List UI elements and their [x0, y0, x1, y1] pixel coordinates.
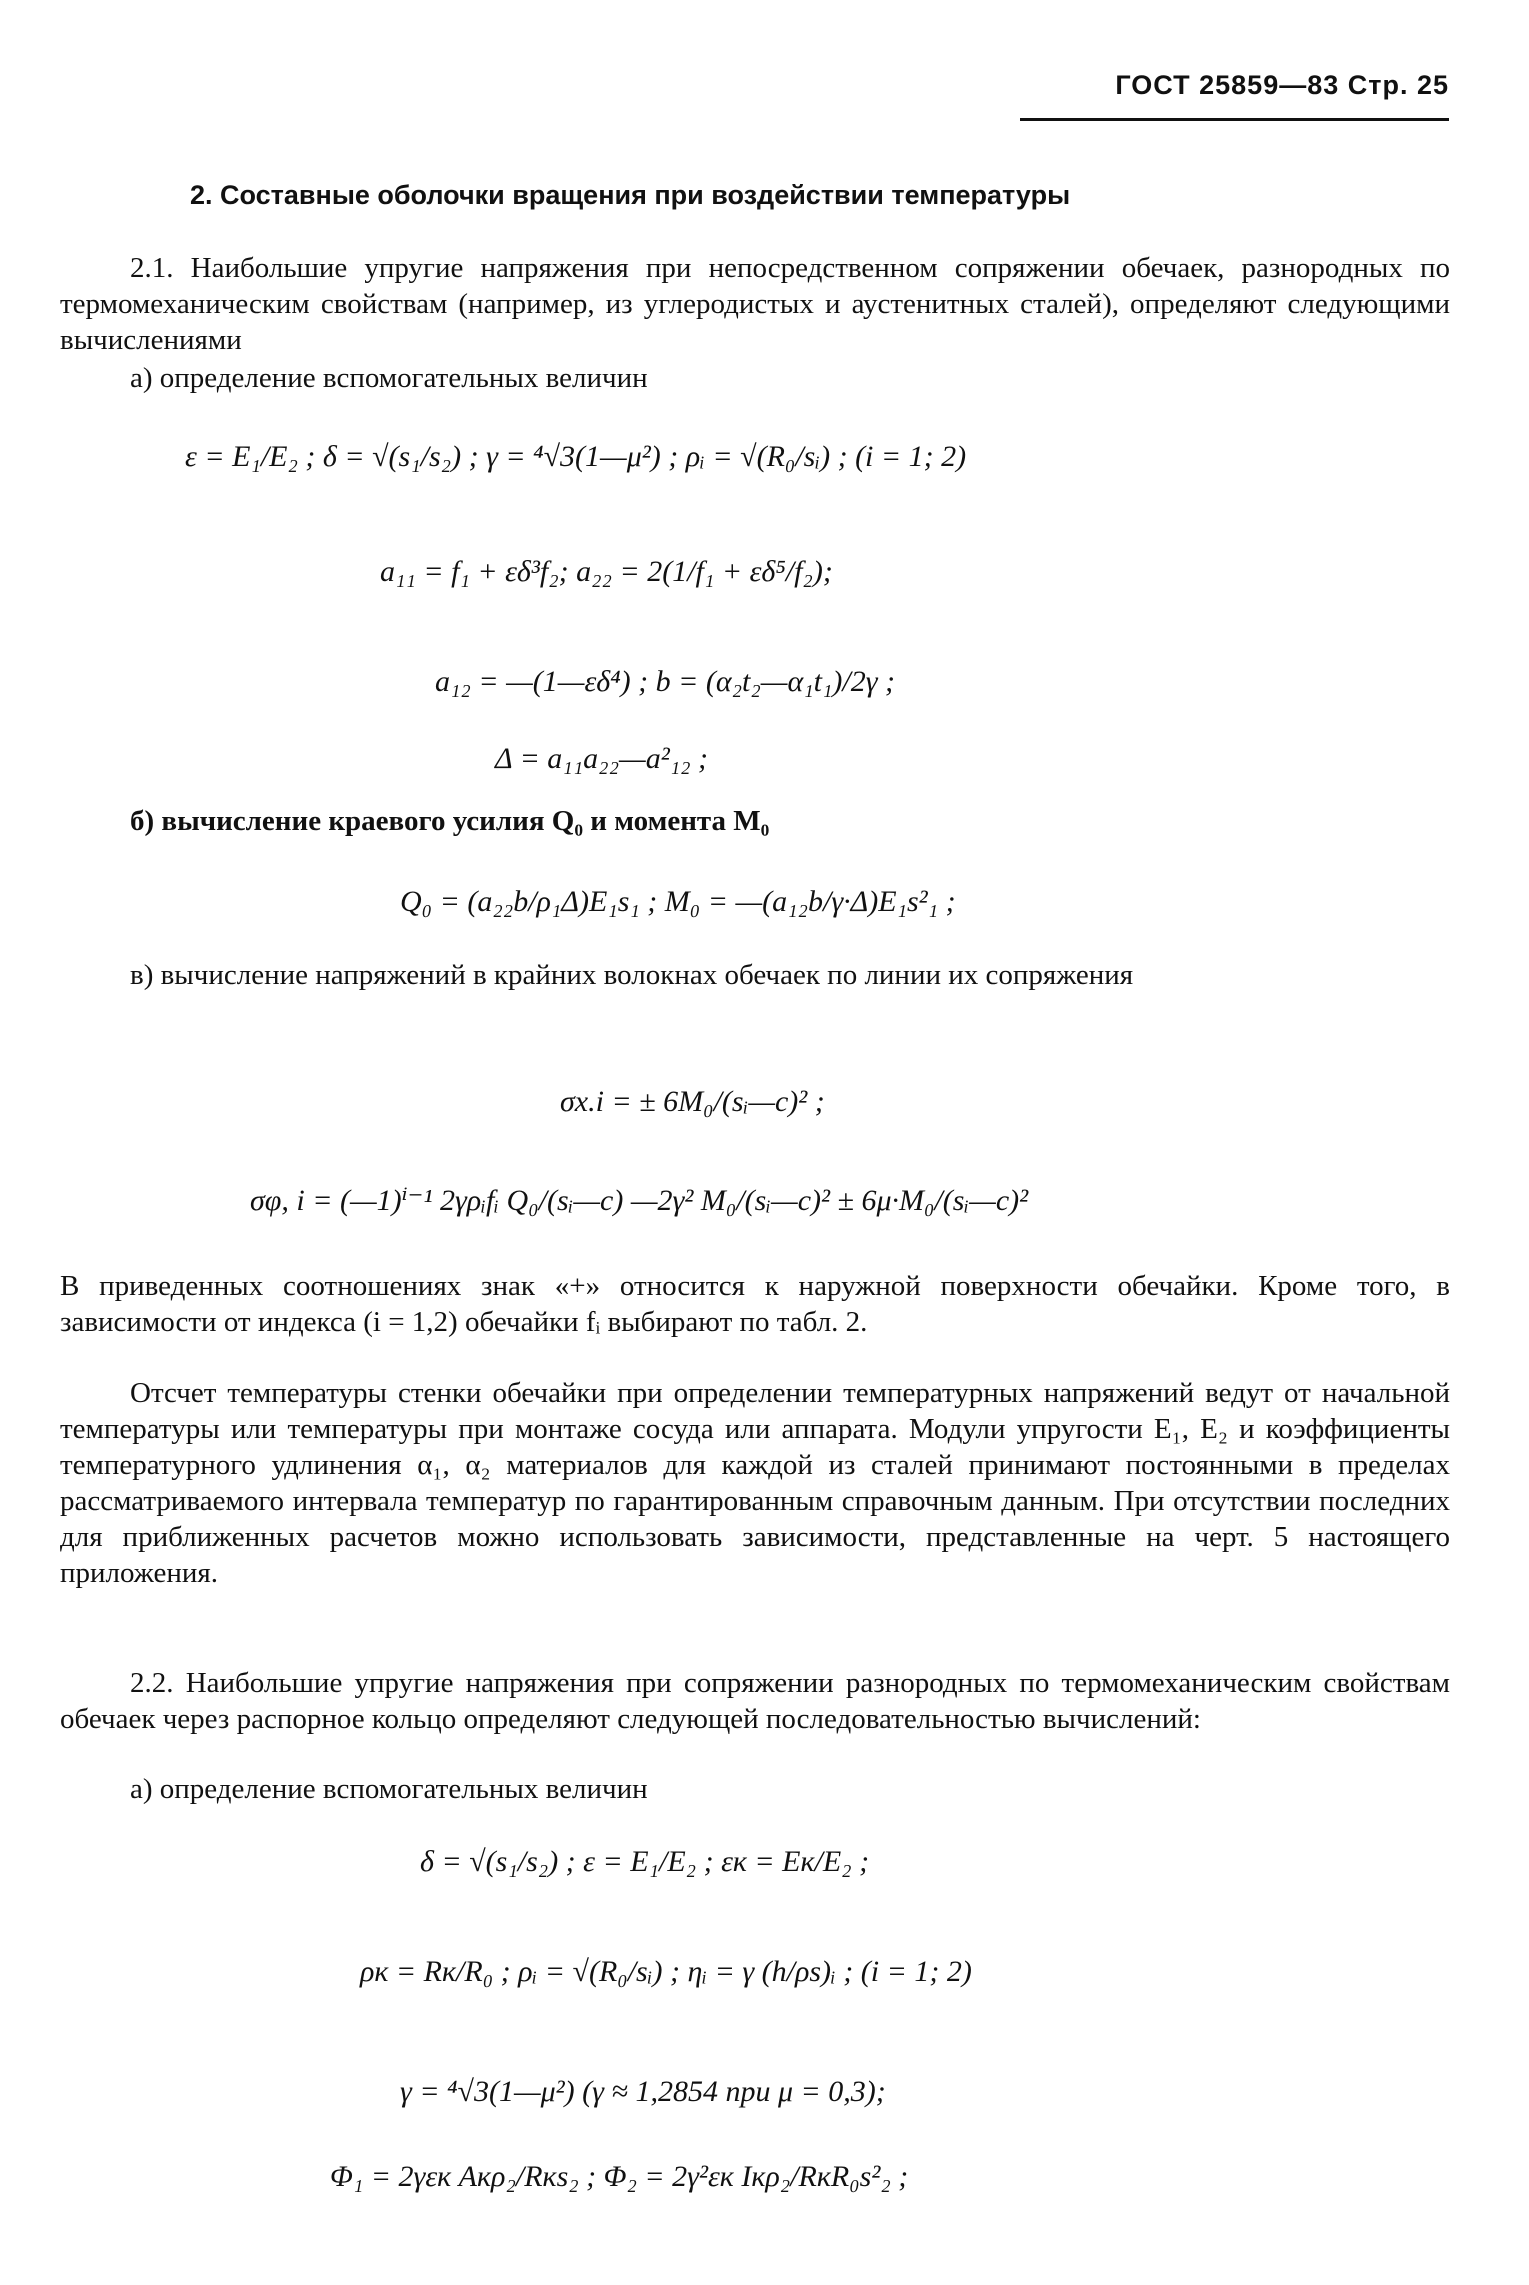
header-rule	[1020, 118, 1449, 121]
formula-delta-eps-epsk: δ = √(s₁/s₂) ; ε = E₁/E₂ ; εк = Eк/E₂ ;	[420, 1845, 870, 1878]
item-v-stresses: в) вычисление напряжений в крайних волокнах обечаек по линии их сопряжения	[130, 959, 1134, 991]
section-title: 2. Составные оболочки вращения при воздействии температуры	[190, 180, 1071, 210]
formula-sigma-phi: σφ, i = (—1)ⁱ⁻¹ 2γρᵢfᵢ Q₀/(sᵢ—c) —2γ² M₀/(sᵢ—c)² ± 6μ·M₀/(sᵢ—c)²	[250, 1184, 1029, 1217]
item-a-auxiliary-2: а) определение вспомогательных величин	[130, 1773, 648, 1805]
formula-eps-delta-gamma-rho: ε = E₁/E₂ ; δ = √(s₁/s₂) ; γ = ⁴√3(1—μ²) ; ρᵢ = √(R₀/sᵢ) ; (i = 1; 2)	[185, 440, 967, 473]
formula-phi1-phi2: Φ₁ = 2γεк Aкρ₂/Rкs₂ ; Φ₂ = 2γ²εк Iкρ₂/RкR₀s²₂ ;	[330, 2160, 909, 2193]
formula-q0-m0: Q₀ = (a₂₂b/ρ₁Δ)E₁s₁ ; M₀ = —(a₁₂b/γ·Δ)E₁s²₁ ;	[400, 885, 956, 918]
paragraph-sign-note: В приведенных соотношениях знак «+» относится к наружной поверхности обечайки. Кроме того, в зависимости от индекса (i = 1,2) обечайки fᵢ выбирают по табл. 2.	[60, 1270, 1450, 1338]
formula-a11-a22: a₁₁ = f₁ + εδ³f₂; a₂₂ = 2(1/f₁ + εδ⁵/f₂);	[380, 555, 833, 588]
page-header: ГОСТ 25859—83 Стр. 25	[1115, 70, 1449, 100]
formula-a12-b: a₁₂ = —(1—εδ⁴) ; b = (α₂t₂—α₁t₁)/2γ ;	[435, 665, 896, 698]
formula-sigma-x: σx.i = ± 6M₀/(sᵢ—c)² ;	[560, 1085, 825, 1118]
paragraph-2-1: 2.1. Наибольшие упругие напряжения при непосредственном сопряжении обечаек, разнородных по термомеханическим свойствам (например, из углеродистых и аустенитных сталей), определяют следующими вычислениями	[60, 252, 1450, 356]
formula-rhok-rhoi-eta: ρк = Rк/R₀ ; ρᵢ = √(R₀/sᵢ) ; ηᵢ = γ (h/ρs)ᵢ ; (i = 1; 2)	[360, 1955, 972, 1988]
item-a-auxiliary: а) определение вспомогательных величин	[130, 362, 648, 394]
paragraph-temperature: Отсчет температуры стенки обечайки при определении температурных напряжений ведут от начальной температуры или температуры при монтаже сосуда или аппарата. Модули упругости E₁, E₂ и коэффициенты температурного удлинения α₁, α₂ материалов для каждой из сталей принимают постоянными в пределах рассматриваемого интервала температур по гарантированным справочным данным. При отсутствии последних для приближенных расчетов можно использовать зависимости, представленные на черт. 5 настоящего приложения.	[60, 1377, 1450, 1589]
formula-gamma-value: γ = ⁴√3(1—μ²) (γ ≈ 1,2854 при μ = 0,3);	[400, 2075, 886, 2108]
item-b-edge-force: б) вычисление краевого усилия Q₀ и момента M₀	[130, 805, 770, 837]
formula-delta: Δ = a₁₁a₂₂—a²₁₂ ;	[495, 742, 709, 775]
paragraph-2-2: 2.2. Наибольшие упругие напряжения при сопряжении разнородных по термомеханическим свойствам обечаек через распорное кольцо определяют следующей последовательностью вычислений:	[60, 1667, 1450, 1735]
